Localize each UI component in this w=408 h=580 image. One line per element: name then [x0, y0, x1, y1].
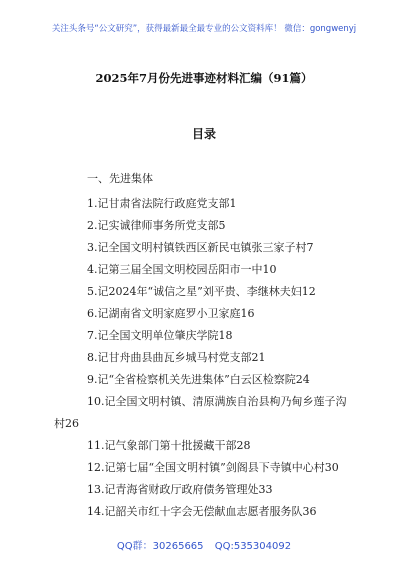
toc-item-7[interactable]: 7.记全国文明单位肇庆学院18	[87, 329, 233, 342]
toc-item-5[interactable]: 5.记2024年“诚信之星”刘平贵、李继林夫妇12	[87, 285, 316, 298]
toc-item-1[interactable]: 1.记甘肃省法院行政庭党支部1	[87, 197, 237, 210]
section-label: 一、先进集体	[87, 172, 153, 185]
toc-item-12[interactable]: 12.记第七届“全国文明村镇”剑阁县下寺镇中心村30	[87, 461, 339, 474]
toc-item-14[interactable]: 14.记韶关市红十字会无偿献血志愿者服务队36	[87, 505, 317, 518]
header-banner: 关注头条号“公文研究”，获得最新最全最专业的公文资料库！ 微信：gongwenyj	[51, 24, 357, 34]
toc-heading: 目录	[191, 127, 216, 141]
toc-item-10[interactable]	[54, 391, 377, 435]
toc-item-4[interactable]: 4.记第三届全国文明校园岳阳市一中10	[87, 263, 277, 276]
toc-item-3[interactable]: 3.记全国文明村镇铁西区新民屯镇张三家子村7	[87, 241, 314, 254]
footer-qq: QQ:535304092	[214, 541, 292, 552]
toc-item-10-text: 10.记全国文明村镇、清原满族自治县枸乃甸乡莲子沟	[87, 395, 347, 408]
footer-contact	[0, 537, 408, 552]
toc-item-8[interactable]: 8.记甘舟曲县曲瓦乡城马村党支部21	[87, 351, 266, 364]
toc-item-13[interactable]: 13.记青海省财政厅政府债务管理处33	[87, 483, 273, 496]
document-title: 2025年7月份先进事迹材料汇编（91篇）	[95, 71, 313, 85]
toc-item-9[interactable]: 9.记“全省检察机关先进集体”白云区检察院24	[87, 373, 310, 386]
footer-qq-group: QQ群：30265665	[116, 541, 204, 552]
toc-item-6[interactable]: 6.记湖南省文明家庭罗小卫家庭16	[87, 307, 255, 320]
toc-item-11[interactable]: 11.记气象部门第十批援藏干部28	[87, 439, 251, 452]
table-of-contents	[54, 193, 377, 523]
toc-item-10-continuation: 村26	[54, 417, 79, 430]
toc-item-2[interactable]: 2.记实诚律师事务所党支部5	[87, 219, 226, 232]
